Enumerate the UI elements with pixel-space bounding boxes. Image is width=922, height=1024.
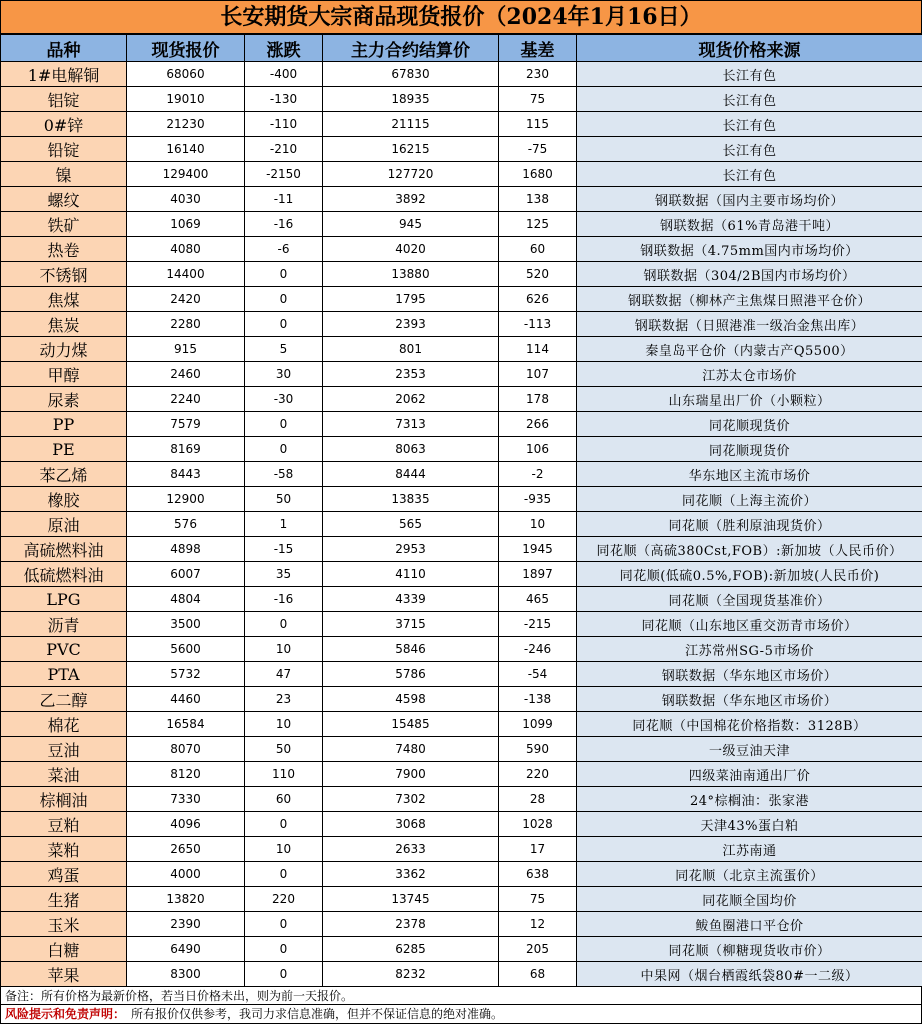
- cell-price-source: 同花顺（柳糖现货收市价）: [577, 937, 922, 962]
- cell-basis: -935: [499, 487, 577, 512]
- table-row: [1, 937, 922, 962]
- cell-spot-price: 7579: [127, 412, 245, 437]
- cell-basis: 220: [499, 762, 577, 787]
- cell-change: 10: [245, 837, 323, 862]
- cell-settlement-price: 565: [323, 512, 499, 537]
- cell-price-source: 长江有色: [577, 112, 922, 137]
- price-table: [0, 34, 922, 987]
- header-spot-price: 现货报价: [127, 35, 245, 62]
- cell-settlement-price: 7480: [323, 737, 499, 762]
- cell-variety: 甲醇: [1, 362, 127, 387]
- cell-variety: 玉米: [1, 912, 127, 937]
- cell-settlement-price: 3892: [323, 187, 499, 212]
- cell-change: 35: [245, 562, 323, 587]
- cell-variety: 铝锭: [1, 87, 127, 112]
- cell-basis: 68: [499, 962, 577, 987]
- cell-variety: 橡胶: [1, 487, 127, 512]
- cell-change: -30: [245, 387, 323, 412]
- table-row: [1, 412, 922, 437]
- table-row: [1, 62, 922, 87]
- cell-basis: -246: [499, 637, 577, 662]
- table-row: [1, 587, 922, 612]
- cell-price-source: 钢联数据（国内主要市场均价）: [577, 187, 922, 212]
- cell-variety: 菜粕: [1, 837, 127, 862]
- table-row: [1, 862, 922, 887]
- cell-spot-price: 2650: [127, 837, 245, 862]
- table-row: [1, 812, 922, 837]
- cell-spot-price: 915: [127, 337, 245, 362]
- cell-variety: 不锈钢: [1, 262, 127, 287]
- table-row: [1, 187, 922, 212]
- table-row: [1, 787, 922, 812]
- cell-spot-price: 8300: [127, 962, 245, 987]
- cell-settlement-price: 2378: [323, 912, 499, 937]
- cell-price-source: 秦皇岛平仓价（内蒙古产Q5500）: [577, 337, 922, 362]
- table-row: [1, 687, 922, 712]
- cell-price-source: 长江有色: [577, 162, 922, 187]
- cell-price-source: 同花顺（胜利原油现货价）: [577, 512, 922, 537]
- cell-settlement-price: 18935: [323, 87, 499, 112]
- table-row: [1, 612, 922, 637]
- cell-spot-price: 576: [127, 512, 245, 537]
- cell-change: -16: [245, 212, 323, 237]
- cell-change: 50: [245, 487, 323, 512]
- cell-price-source: 钢联数据（华东地区市场价）: [577, 662, 922, 687]
- cell-change: 0: [245, 287, 323, 312]
- table-row: [1, 912, 922, 937]
- cell-settlement-price: 7302: [323, 787, 499, 812]
- cell-price-source: 同花顺（北京主流蛋价）: [577, 862, 922, 887]
- cell-variety: 动力煤: [1, 337, 127, 362]
- cell-variety: PP: [1, 412, 127, 437]
- cell-price-source: 江苏太仓市场价: [577, 362, 922, 387]
- table-row: [1, 712, 922, 737]
- cell-basis: 465: [499, 587, 577, 612]
- table-row: [1, 637, 922, 662]
- cell-spot-price: 4898: [127, 537, 245, 562]
- cell-variety: 低硫燃料油: [1, 562, 127, 587]
- cell-price-source: 同花顺(低硫0.5%,FOB):新加坡(人民币价): [577, 562, 922, 587]
- cell-settlement-price: 8444: [323, 462, 499, 487]
- table-row: [1, 387, 922, 412]
- cell-price-source: 长江有色: [577, 137, 922, 162]
- cell-settlement-price: 2633: [323, 837, 499, 862]
- table-row: [1, 462, 922, 487]
- sheet-title: 长安期货大宗商品现货报价（2024年1月16日）: [0, 0, 922, 34]
- cell-change: -2150: [245, 162, 323, 187]
- cell-spot-price: 68060: [127, 62, 245, 87]
- cell-spot-price: 14400: [127, 262, 245, 287]
- cell-basis: -2: [499, 462, 577, 487]
- cell-price-source: 同花顺现货价: [577, 437, 922, 462]
- cell-spot-price: 5600: [127, 637, 245, 662]
- cell-basis: 75: [499, 87, 577, 112]
- cell-basis: 1945: [499, 537, 577, 562]
- cell-basis: 75: [499, 887, 577, 912]
- cell-price-source: 长江有色: [577, 87, 922, 112]
- cell-price-source: 长江有色: [577, 62, 922, 87]
- cell-settlement-price: 3068: [323, 812, 499, 837]
- table-row: [1, 562, 922, 587]
- table-row: [1, 662, 922, 687]
- footnote: 备注：所有价格为最新价格，若当日价格未出，则为前一天报价。: [0, 987, 922, 1005]
- cell-variety: 菜油: [1, 762, 127, 787]
- cell-settlement-price: 13880: [323, 262, 499, 287]
- cell-change: 30: [245, 362, 323, 387]
- cell-basis: -54: [499, 662, 577, 687]
- cell-variety: 棉花: [1, 712, 127, 737]
- header-row: [1, 35, 922, 62]
- cell-basis: -75: [499, 137, 577, 162]
- cell-basis: 60: [499, 237, 577, 262]
- cell-variety: 1#电解铜: [1, 62, 127, 87]
- table-row: [1, 537, 922, 562]
- cell-change: -400: [245, 62, 323, 87]
- cell-price-source: 钢联数据（61%青岛港干吨）: [577, 212, 922, 237]
- cell-settlement-price: 4110: [323, 562, 499, 587]
- cell-settlement-price: 13745: [323, 887, 499, 912]
- table-row: [1, 262, 922, 287]
- cell-spot-price: 7330: [127, 787, 245, 812]
- cell-price-source: 江苏南通: [577, 837, 922, 862]
- cell-spot-price: 4804: [127, 587, 245, 612]
- cell-basis: 1897: [499, 562, 577, 587]
- cell-change: 0: [245, 437, 323, 462]
- cell-price-source: 同花顺（上海主流价）: [577, 487, 922, 512]
- cell-basis: 1680: [499, 162, 577, 187]
- cell-settlement-price: 4020: [323, 237, 499, 262]
- header-basis: 基差: [499, 35, 577, 62]
- cell-variety: 尿素: [1, 387, 127, 412]
- cell-settlement-price: 127720: [323, 162, 499, 187]
- cell-settlement-price: 67830: [323, 62, 499, 87]
- cell-price-source: 同花顺（全国现货基准价）: [577, 587, 922, 612]
- table-row: [1, 337, 922, 362]
- cell-variety: 高硫燃料油: [1, 537, 127, 562]
- cell-settlement-price: 16215: [323, 137, 499, 162]
- cell-change: 5: [245, 337, 323, 362]
- cell-spot-price: 8070: [127, 737, 245, 762]
- table-row: [1, 87, 922, 112]
- cell-settlement-price: 2953: [323, 537, 499, 562]
- table-row: [1, 437, 922, 462]
- cell-spot-price: 13820: [127, 887, 245, 912]
- cell-variety: 鸡蛋: [1, 862, 127, 887]
- table-row: [1, 487, 922, 512]
- cell-basis: 17: [499, 837, 577, 862]
- cell-settlement-price: 6285: [323, 937, 499, 962]
- cell-settlement-price: 15485: [323, 712, 499, 737]
- cell-variety: 焦炭: [1, 312, 127, 337]
- cell-settlement-price: 945: [323, 212, 499, 237]
- header-change: 涨跌: [245, 35, 323, 62]
- cell-change: 0: [245, 812, 323, 837]
- cell-change: -6: [245, 237, 323, 262]
- cell-basis: 10: [499, 512, 577, 537]
- table-row: [1, 312, 922, 337]
- cell-spot-price: 2420: [127, 287, 245, 312]
- cell-spot-price: 1069: [127, 212, 245, 237]
- cell-basis: 626: [499, 287, 577, 312]
- cell-settlement-price: 13835: [323, 487, 499, 512]
- cell-spot-price: 8443: [127, 462, 245, 487]
- cell-settlement-price: 7313: [323, 412, 499, 437]
- cell-variety: 0#锌: [1, 112, 127, 137]
- cell-basis: 266: [499, 412, 577, 437]
- cell-variety: 沥青: [1, 612, 127, 637]
- cell-change: 0: [245, 937, 323, 962]
- cell-price-source: 钢联数据（柳林产主焦煤日照港平仓价）: [577, 287, 922, 312]
- cell-variety: 铅锭: [1, 137, 127, 162]
- table-row: [1, 162, 922, 187]
- cell-price-source: 钢联数据（4.75mm国内市场均价）: [577, 237, 922, 262]
- cell-spot-price: 4096: [127, 812, 245, 837]
- cell-basis: 520: [499, 262, 577, 287]
- cell-basis: 114: [499, 337, 577, 362]
- risk-label: 风险提示和免责声明：: [5, 1007, 126, 1021]
- cell-spot-price: 6007: [127, 562, 245, 587]
- cell-change: -110: [245, 112, 323, 137]
- cell-variety: 热卷: [1, 237, 127, 262]
- cell-basis: 590: [499, 737, 577, 762]
- table-row: [1, 887, 922, 912]
- cell-change: -11: [245, 187, 323, 212]
- cell-change: 60: [245, 787, 323, 812]
- cell-basis: 115: [499, 112, 577, 137]
- cell-variety: 螺纹: [1, 187, 127, 212]
- cell-price-source: 同花顺（高硫380Cst,FOB）:新加坡（人民币价）: [577, 537, 922, 562]
- cell-change: 110: [245, 762, 323, 787]
- risk-disclaimer: [0, 1005, 922, 1024]
- cell-change: -130: [245, 87, 323, 112]
- cell-spot-price: 12900: [127, 487, 245, 512]
- cell-change: 0: [245, 962, 323, 987]
- cell-variety: 豆油: [1, 737, 127, 762]
- cell-basis: -113: [499, 312, 577, 337]
- cell-settlement-price: 4339: [323, 587, 499, 612]
- cell-variety: 棕榈油: [1, 787, 127, 812]
- cell-price-source: 24°棕榈油：张家港: [577, 787, 922, 812]
- cell-change: 50: [245, 737, 323, 762]
- cell-settlement-price: 3362: [323, 862, 499, 887]
- cell-change: 10: [245, 712, 323, 737]
- cell-spot-price: 16584: [127, 712, 245, 737]
- cell-change: 10: [245, 637, 323, 662]
- cell-spot-price: 21230: [127, 112, 245, 137]
- cell-change: 0: [245, 862, 323, 887]
- cell-basis: 205: [499, 937, 577, 962]
- cell-basis: -215: [499, 612, 577, 637]
- cell-variety: 苹果: [1, 962, 127, 987]
- cell-change: 220: [245, 887, 323, 912]
- cell-spot-price: 2460: [127, 362, 245, 387]
- cell-price-source: 钢联数据（日照港准一级冶金焦出库）: [577, 312, 922, 337]
- cell-change: 0: [245, 312, 323, 337]
- cell-spot-price: 8120: [127, 762, 245, 787]
- cell-settlement-price: 2393: [323, 312, 499, 337]
- cell-variety: 原油: [1, 512, 127, 537]
- cell-variety: 铁矿: [1, 212, 127, 237]
- cell-change: 1: [245, 512, 323, 537]
- table-row: [1, 237, 922, 262]
- risk-text: 所有报价仅供参考，我司力求信息准确，但并不保证信息的绝对准确。: [131, 1007, 504, 1021]
- cell-basis: 138: [499, 187, 577, 212]
- cell-settlement-price: 5786: [323, 662, 499, 687]
- cell-price-source: 天津43%蛋白粕: [577, 812, 922, 837]
- cell-spot-price: 4460: [127, 687, 245, 712]
- cell-settlement-price: 2353: [323, 362, 499, 387]
- cell-settlement-price: 8232: [323, 962, 499, 987]
- cell-price-source: 钢联数据（华东地区市场价）: [577, 687, 922, 712]
- table-row: [1, 287, 922, 312]
- cell-basis: 106: [499, 437, 577, 462]
- table-row: [1, 362, 922, 387]
- cell-change: -58: [245, 462, 323, 487]
- cell-settlement-price: 7900: [323, 762, 499, 787]
- cell-price-source: 同花顺（中国棉花价格指数：3128B）: [577, 712, 922, 737]
- cell-basis: 638: [499, 862, 577, 887]
- header-settlement-price: 主力合约结算价: [323, 35, 499, 62]
- cell-change: 0: [245, 262, 323, 287]
- cell-settlement-price: 21115: [323, 112, 499, 137]
- header-variety: 品种: [1, 35, 127, 62]
- cell-settlement-price: 2062: [323, 387, 499, 412]
- cell-spot-price: 129400: [127, 162, 245, 187]
- cell-price-source: 同花顺（山东地区重交沥青市场价）: [577, 612, 922, 637]
- cell-basis: 178: [499, 387, 577, 412]
- cell-price-source: 鲅鱼圈港口平仓价: [577, 912, 922, 937]
- cell-spot-price: 3500: [127, 612, 245, 637]
- cell-change: 47: [245, 662, 323, 687]
- cell-spot-price: 2280: [127, 312, 245, 337]
- cell-settlement-price: 3715: [323, 612, 499, 637]
- cell-variety: 乙二醇: [1, 687, 127, 712]
- cell-change: -15: [245, 537, 323, 562]
- cell-basis: 107: [499, 362, 577, 387]
- table-row: [1, 512, 922, 537]
- cell-settlement-price: 801: [323, 337, 499, 362]
- cell-price-source: 同花顺全国均价: [577, 887, 922, 912]
- cell-change: -210: [245, 137, 323, 162]
- cell-change: 23: [245, 687, 323, 712]
- table-row: [1, 762, 922, 787]
- cell-price-source: 钢联数据（304/2B国内市场均价）: [577, 262, 922, 287]
- cell-change: 0: [245, 612, 323, 637]
- cell-variety: PTA: [1, 662, 127, 687]
- cell-basis: 12: [499, 912, 577, 937]
- cell-variety: 镍: [1, 162, 127, 187]
- table-row: [1, 737, 922, 762]
- cell-basis: 230: [499, 62, 577, 87]
- cell-price-source: 四级菜油南通出厂价: [577, 762, 922, 787]
- cell-spot-price: 6490: [127, 937, 245, 962]
- cell-settlement-price: 1795: [323, 287, 499, 312]
- cell-settlement-price: 8063: [323, 437, 499, 462]
- cell-change: 0: [245, 412, 323, 437]
- cell-basis: -138: [499, 687, 577, 712]
- cell-variety: 苯乙烯: [1, 462, 127, 487]
- cell-basis: 1099: [499, 712, 577, 737]
- table-row: [1, 837, 922, 862]
- cell-basis: 28: [499, 787, 577, 812]
- cell-change: 0: [245, 912, 323, 937]
- cell-spot-price: 4000: [127, 862, 245, 887]
- cell-spot-price: 2240: [127, 387, 245, 412]
- table-row: [1, 212, 922, 237]
- table-row: [1, 962, 922, 987]
- cell-variety: 豆粕: [1, 812, 127, 837]
- cell-spot-price: 8169: [127, 437, 245, 462]
- cell-price-source: 华东地区主流市场价: [577, 462, 922, 487]
- cell-settlement-price: 5846: [323, 637, 499, 662]
- cell-variety: PVC: [1, 637, 127, 662]
- cell-basis: 125: [499, 212, 577, 237]
- cell-spot-price: 2390: [127, 912, 245, 937]
- cell-price-source: 中果网（烟台栖霞纸袋80#一二级）: [577, 962, 922, 987]
- cell-price-source: 同花顺现货价: [577, 412, 922, 437]
- cell-spot-price: 4080: [127, 237, 245, 262]
- cell-basis: 1028: [499, 812, 577, 837]
- cell-spot-price: 4030: [127, 187, 245, 212]
- cell-variety: 白糖: [1, 937, 127, 962]
- table-row: [1, 137, 922, 162]
- cell-spot-price: 5732: [127, 662, 245, 687]
- header-price-source: 现货价格来源: [577, 35, 922, 62]
- cell-spot-price: 16140: [127, 137, 245, 162]
- cell-change: -16: [245, 587, 323, 612]
- cell-variety: 生猪: [1, 887, 127, 912]
- cell-price-source: 一级豆油天津: [577, 737, 922, 762]
- cell-variety: 焦煤: [1, 287, 127, 312]
- cell-spot-price: 19010: [127, 87, 245, 112]
- cell-variety: LPG: [1, 587, 127, 612]
- cell-variety: PE: [1, 437, 127, 462]
- cell-price-source: 山东瑞星出厂价（小颗粒）: [577, 387, 922, 412]
- cell-price-source: 江苏常州SG-5市场价: [577, 637, 922, 662]
- table-row: [1, 112, 922, 137]
- cell-settlement-price: 4598: [323, 687, 499, 712]
